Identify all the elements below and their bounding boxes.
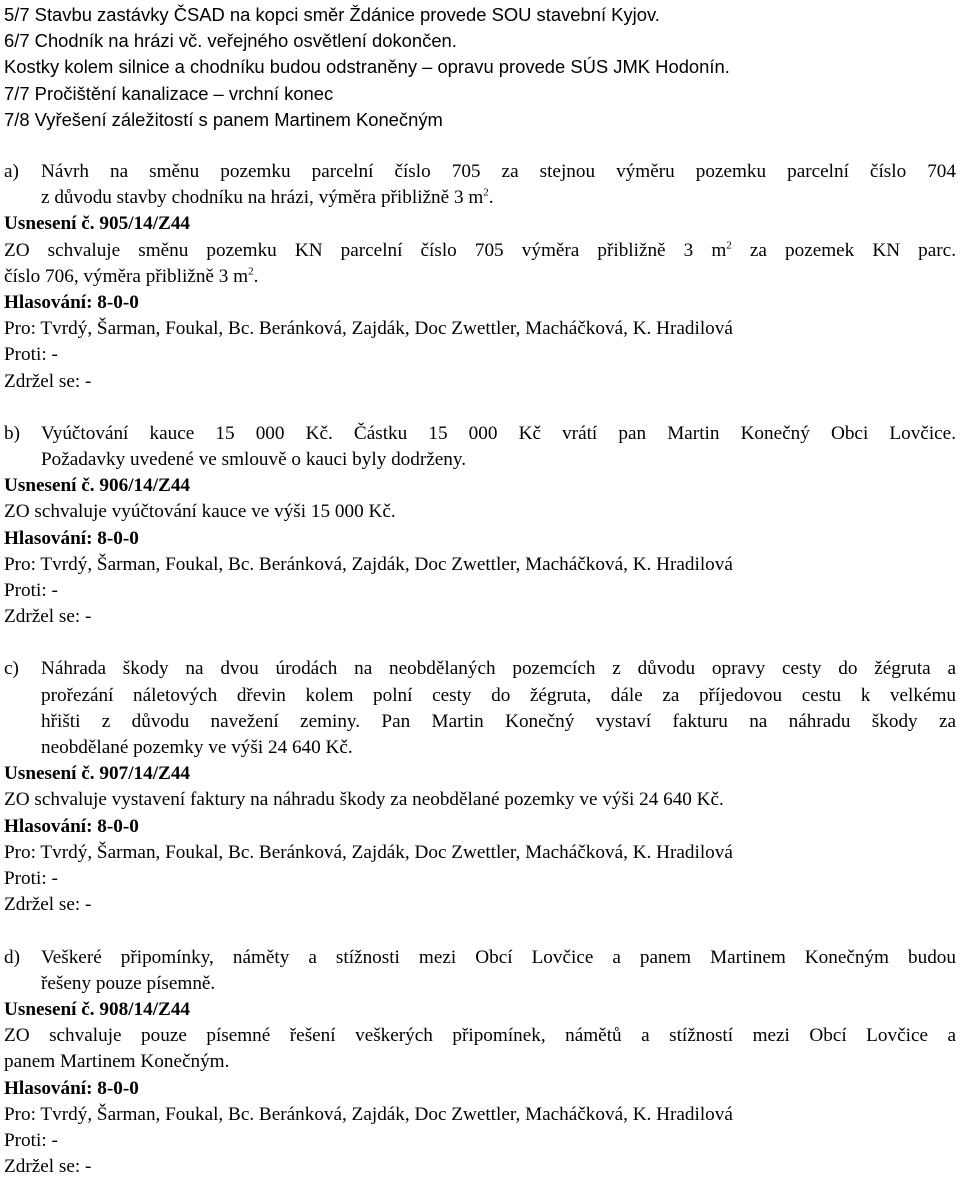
item-marker: a) — [4, 161, 19, 183]
vote-pro: Pro: Tvrdý, Šarman, Foukal, Bc. Beránková, Zajdák, Doc Zwettler, Macháčková, K. Hradilová — [4, 841, 733, 863]
intro-line: Kostky kolem silnice a chodníku budou odstraněny – opravu provede SÚS JMK Hodonín. — [4, 56, 730, 78]
vote-abstained: Zdržel se: - — [4, 894, 92, 916]
resolution-number: Usnesení č. 907/14/Z44 — [4, 763, 191, 785]
resolution-number: Usnesení č. 906/14/Z44 — [4, 475, 191, 497]
vote-abstained: Zdržel se: - — [4, 370, 92, 392]
resolution-number: Usnesení č. 905/14/Z44 — [4, 213, 191, 235]
item-text: prořezání náletových dřevin kolem polní cesty do žégruta, dále za příjedovou cestu k velkému — [41, 684, 956, 706]
resolution-number: Usnesení č. 908/14/Z44 — [4, 998, 191, 1020]
item-text: Veškeré připomínky, náměty a stížnosti mezi Obcí Lovčice a panem Martinem Konečným budou — [41, 946, 956, 968]
vote-result: Hlasování: 8-0-0 — [4, 1077, 139, 1099]
vote-result: Hlasování: 8-0-0 — [4, 292, 139, 314]
item-text: Návrh na směnu pozemku parcelní číslo 705 za stejnou výměru pozemku parcelní číslo 704 — [41, 161, 956, 183]
resolution-text: ZO schvaluje pouze písemné řešení veškerých připomínek, námětů a stížností mezi Obcí Lovčice a — [4, 1025, 956, 1047]
item-marker: d) — [4, 946, 20, 968]
spacer — [4, 630, 956, 656]
spacer — [4, 133, 956, 159]
item-text: hřišti z důvodu navežení zeminy. Pan Martin Konečný vystaví fakturu na náhradu škody za — [41, 710, 956, 732]
resolution-text: číslo 706, výměra přibližně 3 $m^2$. — [4, 265, 259, 287]
intro-line: 7/7 Pročištění kanalizace – vrchní konec — [4, 82, 334, 104]
vote-result: Hlasování: 8-0-0 — [4, 527, 139, 549]
agenda-item-a — [4, 159, 956, 211]
resolution-text: ZO schvaluje vystavení faktury na náhradu škody za neobdělané pozemky ve výši 24 640 Kč. — [4, 789, 724, 811]
resolution-text: ZO schvaluje vyúčtování kauce ve výši 15 000 Kč. — [4, 501, 396, 523]
item-text: Vyúčtování kauce 15 000 Kč. Částku 15 000 Kč vrátí pan Martin Konečný Obci Lovčice. — [41, 422, 956, 444]
vote-abstained: Zdržel se: - — [4, 606, 92, 628]
intro-line: 6/7 Chodník na hrázi vč. veřejného osvětlení dokončen. — [4, 30, 457, 52]
agenda-item-b — [4, 421, 956, 473]
vote-against: Proti: - — [4, 868, 58, 890]
vote-against: Proti: - — [4, 580, 58, 602]
spacer — [4, 919, 956, 945]
vote-result: Hlasování: 8-0-0 — [4, 815, 139, 837]
item-text: Náhrada škody na dvou úrodách na neobdělaných pozemcích z důvodu opravy cesty do žégruta a — [41, 658, 956, 680]
item-text: Požadavky uvedené ve smlouvě o kauci byly dodrženy. — [41, 449, 467, 471]
item-text: z důvodu stavby chodníku na hrázi, výměra přibližně 3 $m^2$. — [41, 186, 494, 209]
resolution-text: panem Martinem Konečným. — [4, 1051, 230, 1073]
resolution-text: ZO schvaluje směnu pozemku KN parcelní číslo 705 výměra přibližně 3 $m^2$ za pozemek KN parc. — [4, 239, 956, 261]
vote-against: Proti: - — [4, 344, 58, 366]
vote-pro: Pro: Tvrdý, Šarman, Foukal, Bc. Beránková, Zajdák, Doc Zwettler, Macháčková, K. Hradilová — [4, 553, 733, 575]
vote-pro: Pro: Tvrdý, Šarman, Foukal, Bc. Beránková, Zajdák, Doc Zwettler, Macháčková, K. Hradilová — [4, 318, 733, 340]
item-text: neobdělané pozemky ve výši 24 640 Kč. — [41, 737, 353, 759]
agenda-item-d — [4, 945, 956, 997]
intro-line: 7/8 Vyřešení záležitostí s panem Martinem Konečným — [4, 108, 443, 130]
agenda-item-c — [4, 656, 956, 761]
item-marker: b) — [4, 422, 20, 444]
item-marker: c) — [4, 658, 19, 680]
vote-against: Proti: - — [4, 1129, 58, 1151]
vote-abstained: Zdržel se: - — [4, 1156, 92, 1178]
vote-pro: Pro: Tvrdý, Šarman, Foukal, Bc. Beránková, Zajdák, Doc Zwettler, Macháčková, K. Hradilová — [4, 1103, 733, 1125]
spacer — [4, 395, 956, 421]
intro-line: 5/7 Stavbu zastávky ČSAD na kopci směr Ždánice provede SOU stavební Kyjov. — [4, 4, 660, 25]
item-text: řešeny pouze písemně. — [41, 972, 216, 994]
